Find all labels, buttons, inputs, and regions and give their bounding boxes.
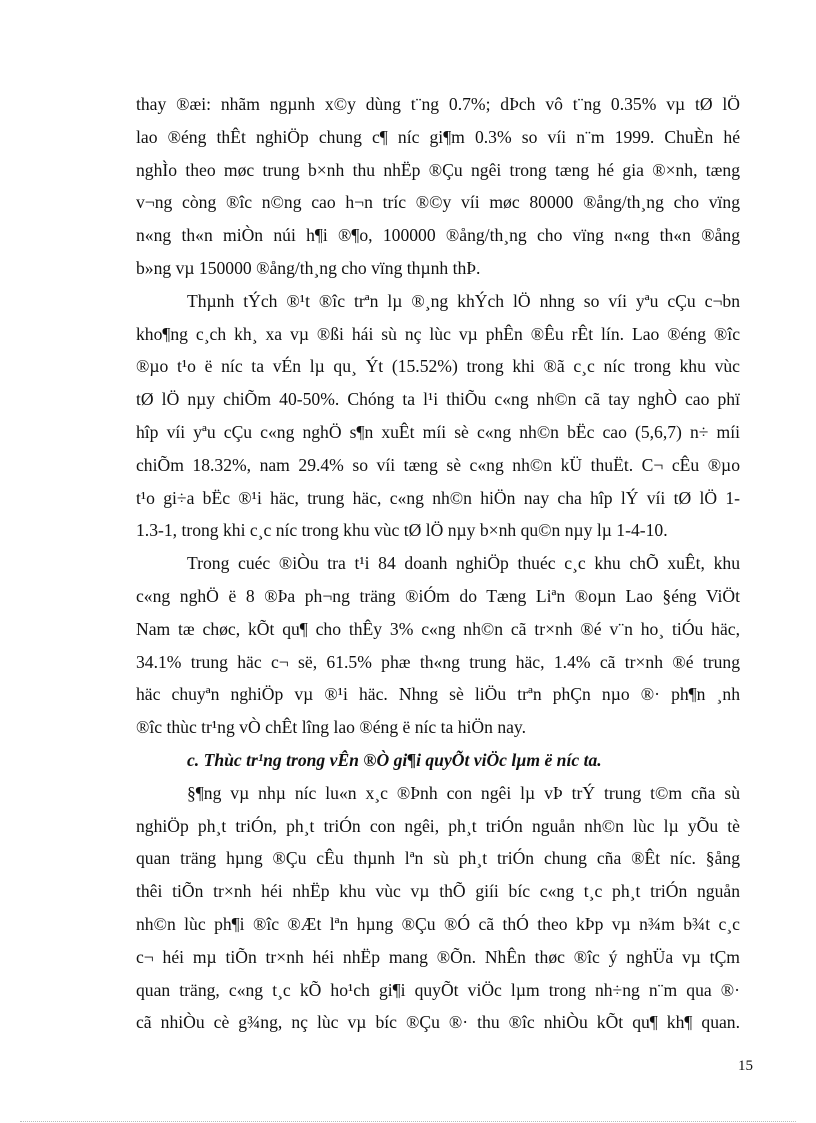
text-line: tØ lÖ nµy chiÕm 40-50%. Chóng ta l¹i thiÕu c«ng nh©n cã tay nghÒ cao phï: [136, 389, 740, 410]
text-line: thêi tiÕn tr×nh héi nhËp khu vùc vµ thÕ giíi bíc c«ng t¸c ph¸t triÓn nguån: [136, 881, 740, 902]
text-line: c«ng nghÖ ë 8 ®Þa ph¬ng träng ®iÓm do Tæng Liªn ®oµn Lao §éng ViÖt: [136, 585, 740, 606]
text-line: hîp víi yªu cÇu c«ng nghÖ s¶n xuÊt míi sè c«ng nh©n bËc cao (5,6,7) n÷ míi: [136, 421, 740, 442]
text-line: n«ng th«n miÒn núi h¶i ®¶o, 100000 ®ång/th¸ng cho vïng n«ng th«n ®ång: [136, 225, 740, 246]
paragraph-first-line: Trong cuéc ®iÒu tra t¹i 84 doanh nghiÖp thuéc c¸c khu chÕ xuÊt, khu: [187, 553, 740, 574]
text-line: thay ®æi: nhãm ngµnh x©y dùng t¨ng 0.7%; dÞch vô t¨ng 0.35% vµ tØ lÖ: [136, 94, 740, 114]
page-bottom-divider: [20, 1121, 796, 1122]
text-line: b»ng vµ 150000 ®ång/th¸ng cho vïng thµnh thÞ.: [136, 257, 481, 278]
text-line: cã nhiÒu cè g¾ng, nç lùc vµ bíc ®Çu ®· thu ®îc nhiÒu kÕt qu¶ kh¶ quan.: [136, 1012, 740, 1033]
body-text: [136, 88, 740, 1039]
text-line: quan träng hµng ®Çu cÊu thµnh lªn sù ph¸t triÓn chung cña ®Êt níc. §ång: [136, 848, 740, 869]
text-line: t¹o gi÷a bËc ®¹i häc, trung häc, c«ng nh©n hiÖn nay cha hîp lÝ víi tØ lÖ 1-: [136, 487, 740, 508]
text-line: ®µo t¹o ë níc ta vÉn lµ qu¸ Ýt (15.52%) trong khi ®ã c¸c níc trong khu vùc: [136, 356, 740, 377]
text-line: häc chuyªn nghiÖp vµ ®¹i häc. Nhng sè liÖu trªn phÇn nµo ®· ph¶n ¸nh: [136, 684, 740, 705]
text-line: quan träng, c«ng t¸c kÕ ho¹ch gi¶i quyÕt viÖc lµm trong nh÷ng n¨m qua ®·: [136, 979, 740, 1000]
text-line: 1.3-1, trong khi c¸c níc trong khu vùc tØ lÖ nµy b×nh qu©n nµy lµ 1-4-10.: [136, 520, 668, 541]
section-heading: c. Thùc tr¹ng trong vÊn ®Ò gi¶i quyÕt viÖc lµm ë níc ta.: [187, 749, 602, 770]
text-line: Nam tæ chøc, kÕt qu¶ cho thÊy 3% c«ng nh©n cã tr×nh ®é v¨n ho¸ tiÓu häc,: [136, 618, 740, 639]
paragraph-first-line: Thµnh tÝch ®¹t ®îc trªn lµ ®¸ng khÝch lÖ nhng so víi yªu cÇu c¬bn: [187, 290, 740, 311]
paragraph-first-line: §¶ng vµ nhµ níc lu«n x¸c ®Þnh con ngêi lµ vÞ trÝ trung t©m cña sù: [187, 782, 740, 803]
text-line: v¬ng còng ®îc n©ng cao h¬n tríc ®©y víi møc 80000 ®ång/th¸ng cho vïng: [136, 192, 740, 213]
text-line: kho¶ng c¸ch kh¸ xa vµ ®ßi hái sù nç lùc vµ phÊn ®Êu rÊt lín. Lao ®éng ®îc: [136, 323, 740, 344]
text-line: nghÌo theo møc trung b×nh thu nhËp ®Çu ngêi trong tæng hé gia ®×nh, tæng: [136, 159, 740, 180]
text-line: c¬ héi mµ tiÕn tr×nh héi nhËp mang ®Õn. NhÊn thøc ®îc ý nghÜa vµ tÇm: [136, 946, 740, 967]
page-number: 15: [738, 1058, 753, 1074]
text-line: ®îc thùc tr¹ng vÒ chÊt lîng lao ®éng ë níc ta hiÖn nay.: [136, 717, 526, 738]
text-line: nghiÖp ph¸t triÓn, ph¸t triÓn con ngêi, ph¸t triÓn nguån nh©n lùc lµ yÕu tè: [136, 815, 740, 836]
text-line: lao ®éng thÊt nghiÖp chung c¶ níc gi¶m 0.3% so víi n¨m 1999. ChuÈn hé: [136, 126, 740, 147]
text-line: 34.1% trung häc c¬ së, 61.5% phæ th«ng trung häc, 1.4% cã tr×nh ®é trung: [136, 651, 740, 672]
text-line: chiÕm 18.32%, nam 29.4% so víi tæng sè c«ng nh©n kÜ thuËt. C¬ cÊu ®µo: [136, 454, 740, 475]
text-line: nh©n lùc ph¶i ®îc ®Æt lªn hµng ®Çu ®Ó cã thÓ theo kÞp vµ n¾m b¾t c¸c: [136, 913, 740, 934]
